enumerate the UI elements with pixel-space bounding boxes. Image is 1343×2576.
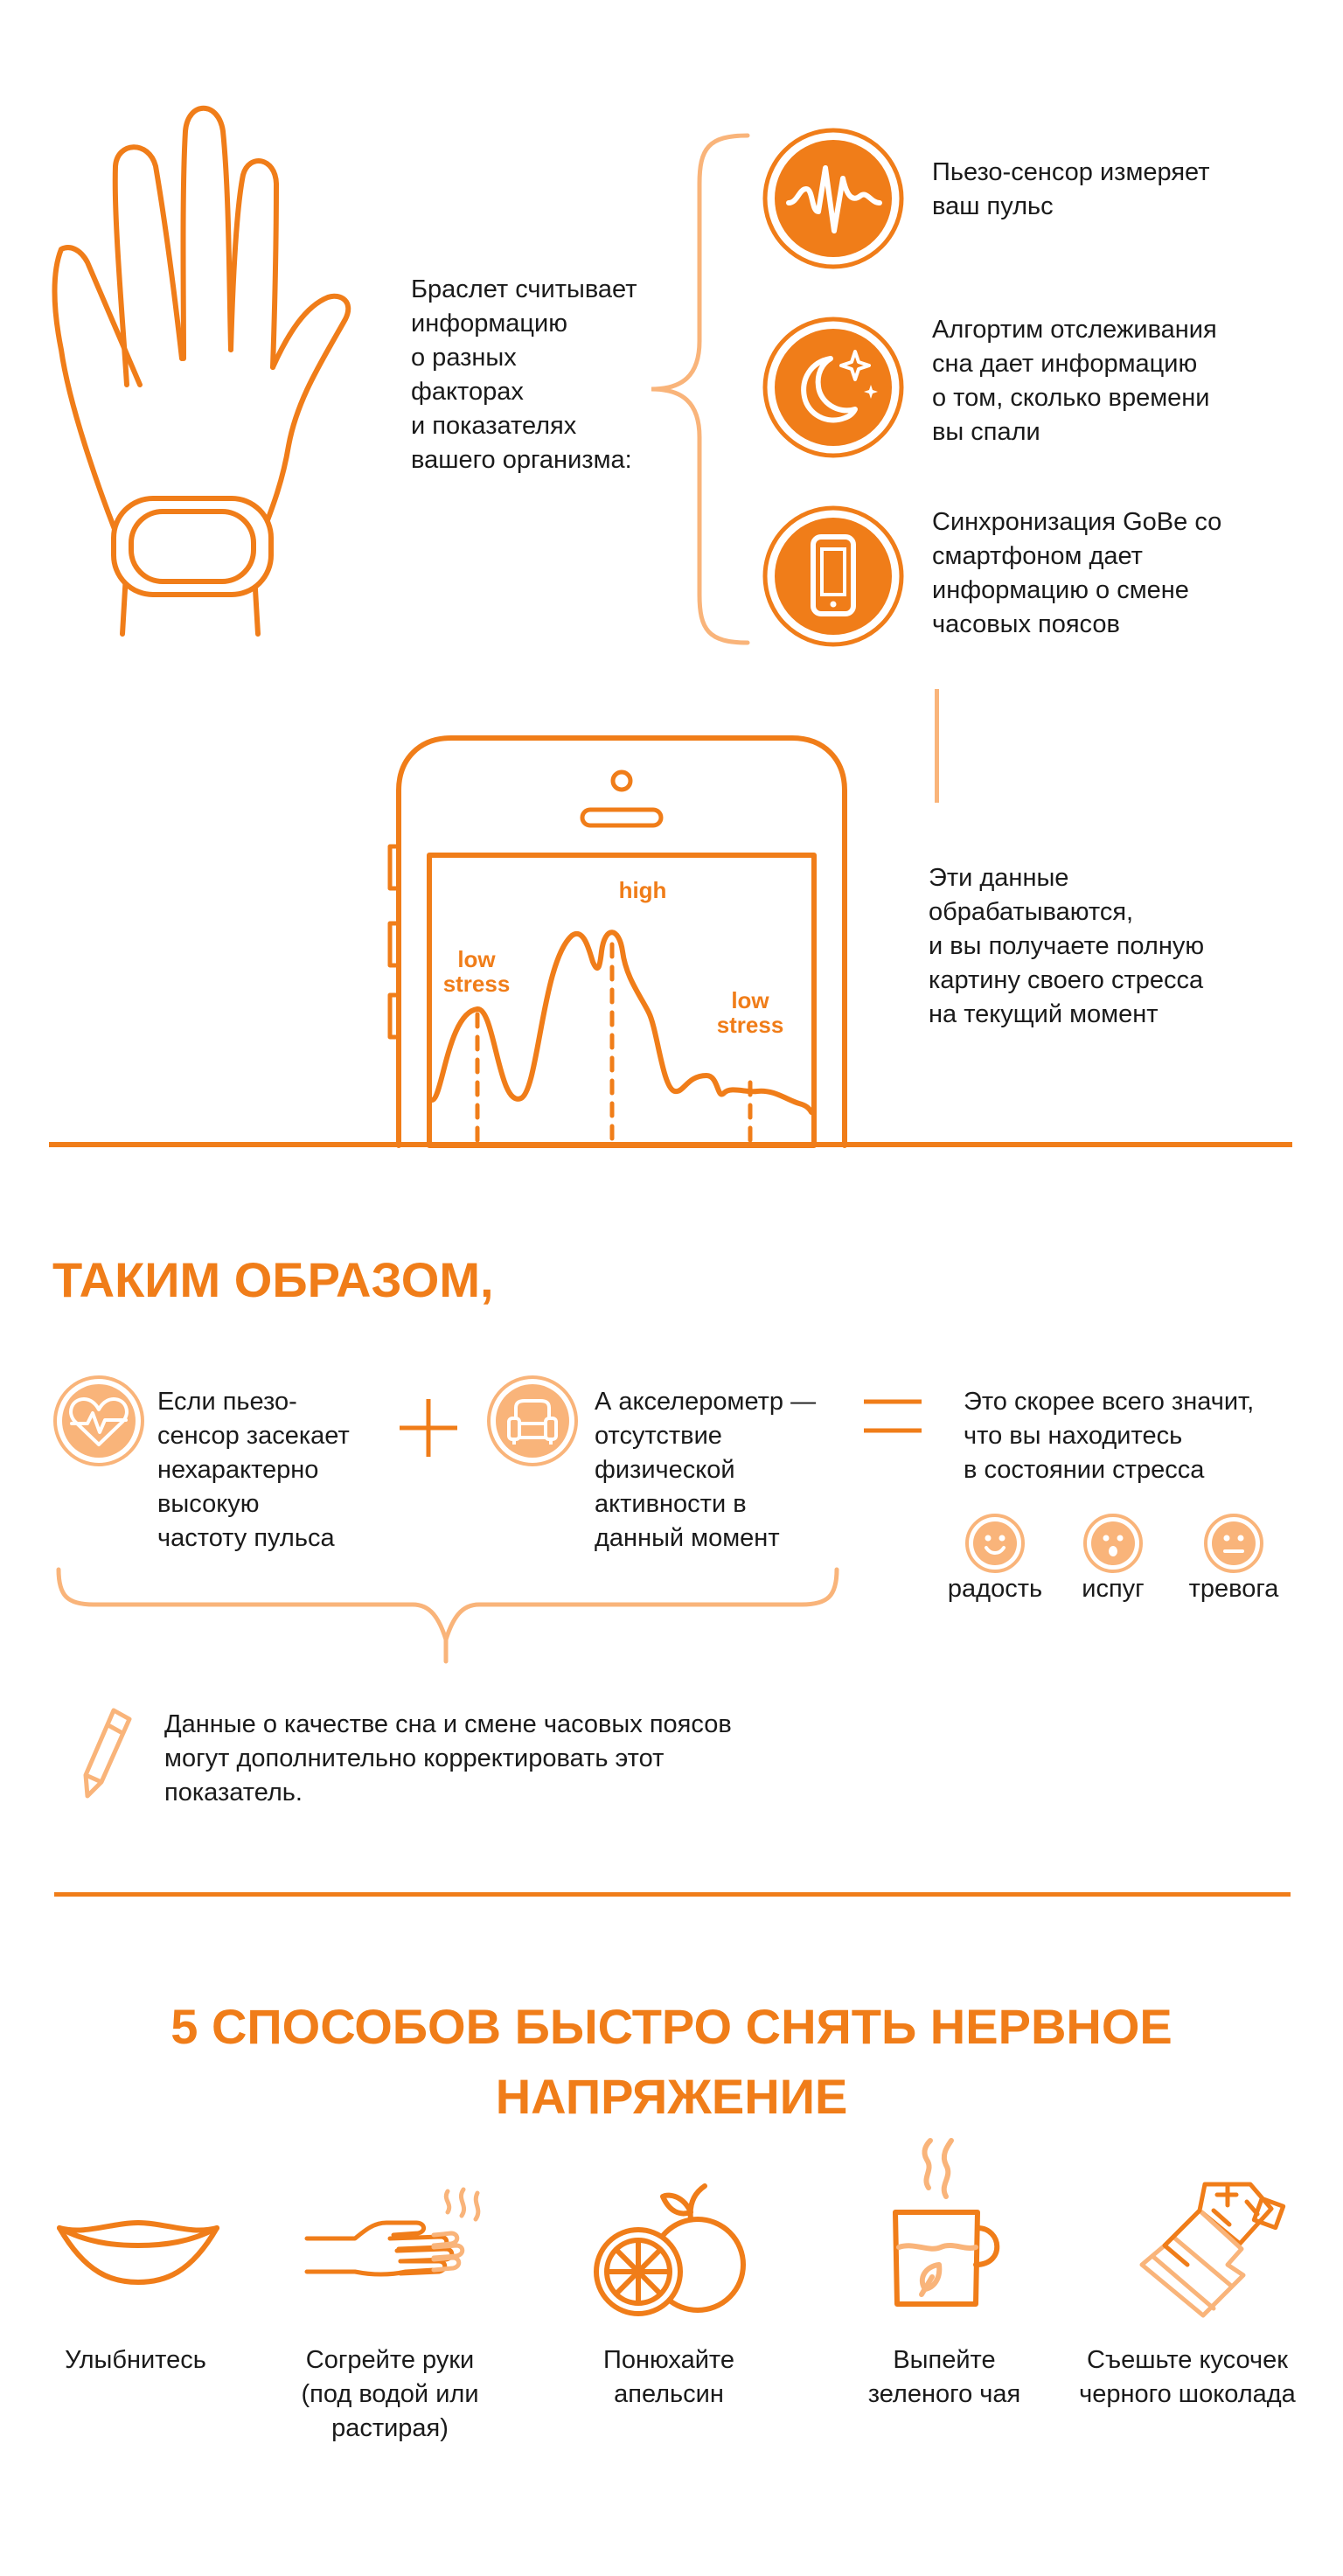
emotion-joy: радость	[947, 1575, 1043, 1603]
graph-label-low-1: low stress	[442, 946, 511, 997]
way-3-text: Понюхайте апельсин	[603, 2346, 734, 2408]
way-4-text: Выпейте зеленого чая	[867, 2346, 1021, 2408]
way-2-text: Согрейте руки (под водой или растирая)	[301, 2346, 479, 2442]
chocolate-icon	[1126, 2169, 1301, 2326]
curly-brace-summary	[54, 1565, 841, 1670]
graph-label-low-2: low stress	[716, 987, 784, 1038]
result-text: Это скорее всего значит, что вы находитесь в состоянии стресса	[964, 1388, 1255, 1484]
graph-label-high: high	[618, 877, 667, 903]
moon-stars-icon	[762, 317, 904, 458]
way-5-text: Съешьте кусочек черного шоколада	[1079, 2346, 1296, 2408]
phone-stress-graph	[381, 733, 853, 1145]
hand-bracelet-icon	[44, 96, 411, 647]
emotion-fear: испуг	[1082, 1575, 1145, 1603]
accel-text: А акселерометр — отсутствие физической активности в данный момент	[595, 1388, 817, 1552]
joy-face-icon	[964, 1513, 1026, 1574]
pulse-wave-icon	[762, 128, 904, 269]
ways-title: 5 СПОСОБОВ БЫСТРО СНЯТЬ НЕРВНОЕ НАПРЯЖЕНИЕ	[170, 1999, 1173, 2124]
pencil-icon	[80, 1705, 133, 1801]
section-divider	[54, 1892, 1291, 1897]
intro-item-2-text: Алгортим отслеживания сна дает информацию о том, сколько времени вы спали	[932, 316, 1217, 446]
connector-line	[935, 689, 939, 803]
warm-hands-icon	[303, 2177, 495, 2308]
heart-pulse-icon	[52, 1375, 145, 1467]
curly-brace-intro	[647, 131, 752, 647]
bracelet-text: Браслет считывает информацию о разных факторах и показателях вашего организма:	[411, 275, 637, 474]
phone-side-text: Эти данные обрабатываются, и вы получаете полную картину своего стресса на текущий момент	[929, 864, 1205, 1028]
plus-icon	[398, 1397, 459, 1459]
piezo-text: Если пьезо- сенсор засекает нехарактерно высокую частоту пульса	[157, 1388, 350, 1552]
tea-cup-icon	[883, 2134, 1014, 2317]
armchair-icon	[486, 1375, 579, 1467]
ground-line	[49, 1142, 1292, 1147]
note-text: Данные о качестве сна и смене часовых поясов могут дополнительно корректировать этот показатель.	[164, 1710, 732, 1807]
smartphone-icon	[762, 505, 904, 647]
fear-face-icon	[1082, 1513, 1144, 1574]
smile-lips-icon	[51, 2204, 226, 2291]
way-1-text: Улыбнитесь	[65, 2346, 206, 2374]
equals-icon	[864, 1397, 922, 1436]
orange-fruit-icon	[586, 2177, 752, 2317]
emotion-anxiety: тревога	[1188, 1575, 1279, 1603]
anxiety-face-icon	[1203, 1513, 1264, 1574]
intro-item-3-text: Синхронизация GoBe со смартфоном дает информацию о смене часовых поясов	[932, 508, 1222, 638]
intro-item-1-text: Пьезо-сенсор измеряет ваш пульс	[932, 158, 1210, 220]
summary-title: ТАКИМ ОБРАЗОМ,	[52, 1252, 494, 1307]
